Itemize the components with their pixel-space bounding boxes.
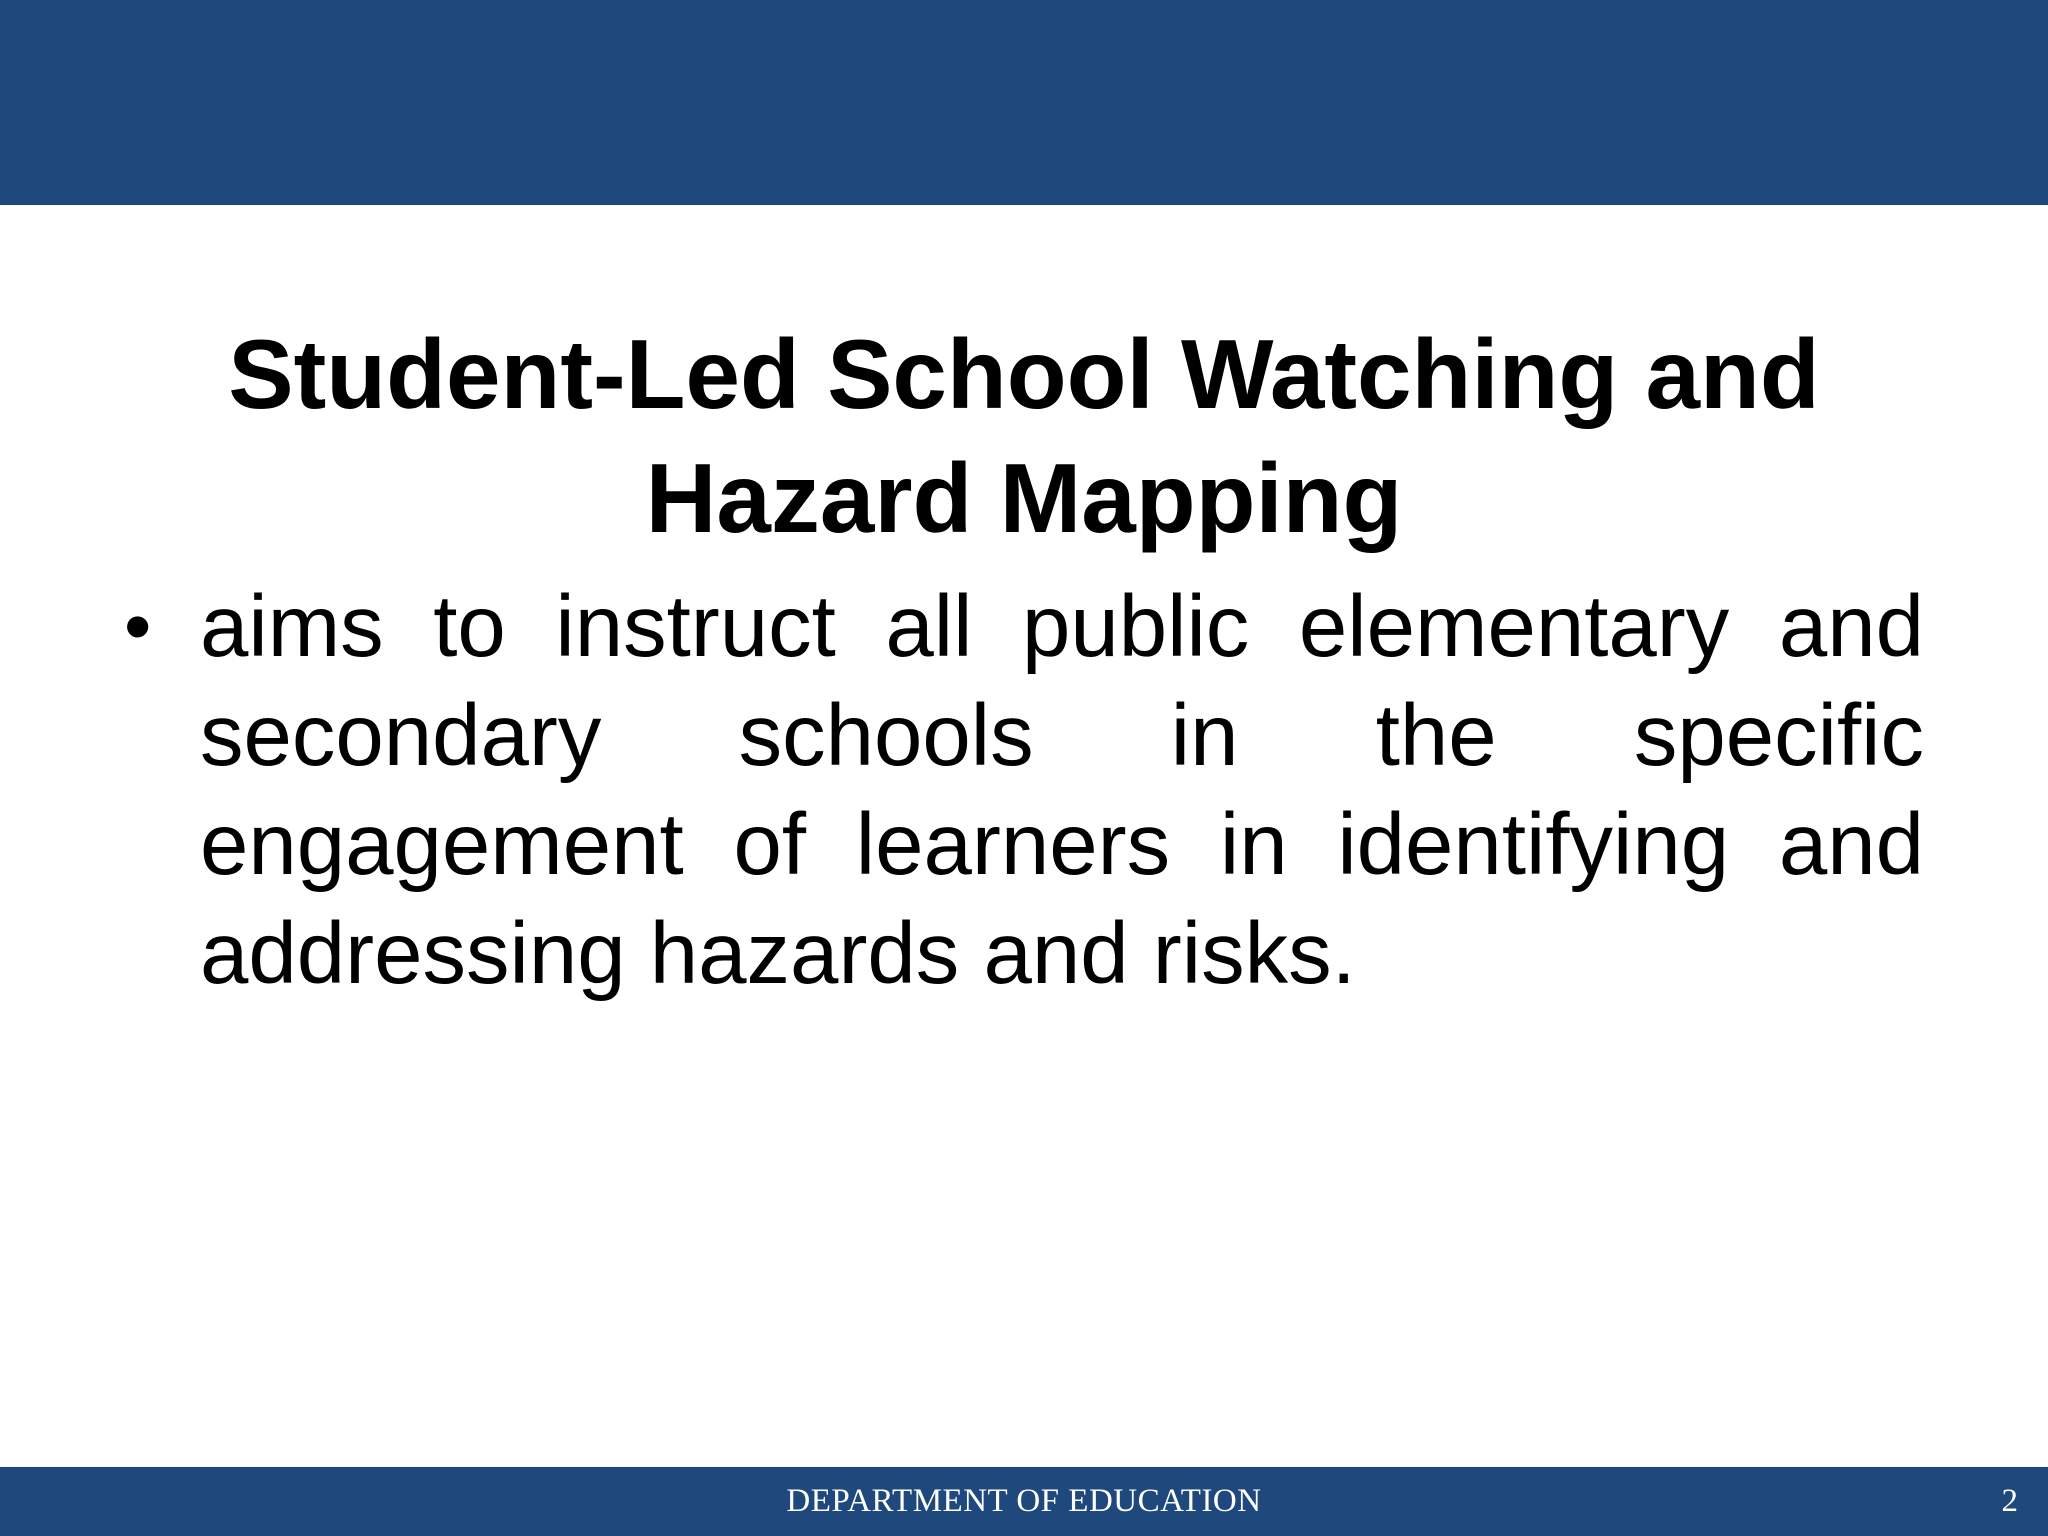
bullet-item [124,572,1924,1008]
footer-organization: DEPARTMENT OF EDUCATION [786,1483,1262,1519]
footer-bar [0,1467,2048,1536]
slide-title: Student-Led School Watching and Hazard Mapping [228,319,1820,553]
bullet-list [124,572,1924,1008]
bullet-text: aims to instruct all public elementary and secondary schools in the specific engagement of learners in identifying and addressing hazards and risks. [200,578,1924,1002]
bullet-icon: • [124,582,152,670]
page-number: 2 [2001,1483,2018,1519]
header-bar [0,0,2048,205]
